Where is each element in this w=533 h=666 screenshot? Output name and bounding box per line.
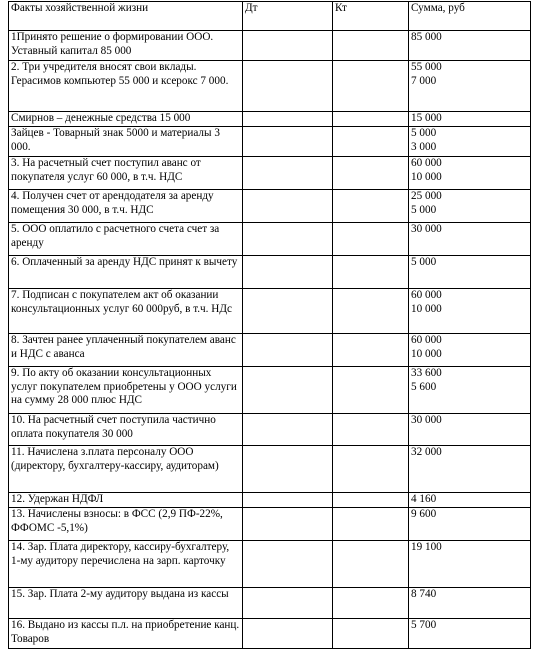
amount-cell: 5 000 bbox=[409, 256, 531, 289]
table-row bbox=[9, 619, 531, 649]
fact-cell: 13. Начислены взносы: в ФСС (2,9 ПФ-22%, ФФОМС -5,1%) bbox=[9, 508, 243, 541]
fact-cell: 14. Зар. Плата директору, кассиру-бухгалтеру, 1-му аудитору перечислена на зарп. карточку bbox=[9, 541, 243, 588]
fact-cell: 8. Зачтен ранее уплаченный покупателем аванс и НДС с аванса bbox=[9, 334, 243, 367]
debit-cell bbox=[243, 588, 333, 619]
ledger-table bbox=[8, 1, 531, 649]
credit-cell bbox=[333, 446, 409, 493]
amount-cell: 4 160 bbox=[409, 493, 531, 508]
amount-cell: 60 000 10 000 bbox=[409, 289, 531, 334]
credit-cell bbox=[333, 414, 409, 446]
table-row bbox=[9, 112, 531, 127]
fact-cell: 11. Начислена з.плата персоналу ООО (директору, бухгалтеру-кассиру, аудиторам) bbox=[9, 446, 243, 493]
amount-cell: 19 100 bbox=[409, 541, 531, 588]
table-row bbox=[9, 61, 531, 112]
debit-cell bbox=[243, 31, 333, 61]
credit-cell bbox=[333, 541, 409, 588]
fact-cell: 15. Зар. Плата 2-му аудитору выдана из кассы bbox=[9, 588, 243, 619]
debit-cell bbox=[243, 367, 333, 414]
amount-cell: 9 600 bbox=[409, 508, 531, 541]
header-debit: Дт bbox=[243, 2, 333, 31]
fact-cell: 5. ООО оплатило с расчетного счета счет за аренду bbox=[9, 223, 243, 256]
fact-cell: 16. Выдано из кассы п.л. на приобретение канц. Товаров bbox=[9, 619, 243, 649]
credit-cell bbox=[333, 588, 409, 619]
debit-cell bbox=[243, 414, 333, 446]
credit-cell bbox=[333, 508, 409, 541]
table-row bbox=[9, 367, 531, 414]
fact-cell: 9. По акту об оказании консультационных услуг покупателем приобретены у ООО услуги на сумму 28 000 плюс НДС bbox=[9, 367, 243, 414]
credit-cell bbox=[333, 31, 409, 61]
debit-cell bbox=[243, 112, 333, 127]
fact-cell: 12. Удержан НДФЛ bbox=[9, 493, 243, 508]
credit-cell bbox=[333, 367, 409, 414]
credit-cell bbox=[333, 223, 409, 256]
table-row bbox=[9, 508, 531, 541]
amount-cell: 30 000 bbox=[409, 223, 531, 256]
debit-cell bbox=[243, 127, 333, 157]
header-facts: Факты хозяйственной жизни bbox=[9, 2, 243, 31]
amount-cell: 5 000 3 000 bbox=[409, 127, 531, 157]
table-row bbox=[9, 588, 531, 619]
amount-cell: 8 740 bbox=[409, 588, 531, 619]
fact-cell: Зайцев - Товарный знак 5000 и материалы 3 000. bbox=[9, 127, 243, 157]
debit-cell bbox=[243, 493, 333, 508]
header-amount: Сумма, руб bbox=[409, 2, 531, 31]
amount-cell: 60 000 10 000 bbox=[409, 334, 531, 367]
amount-cell: 55 000 7 000 bbox=[409, 61, 531, 112]
debit-cell bbox=[243, 157, 333, 190]
table-row bbox=[9, 541, 531, 588]
table-row bbox=[9, 446, 531, 493]
fact-cell: Смирнов – денежные средства 15 000 bbox=[9, 112, 243, 127]
amount-cell: 60 000 10 000 bbox=[409, 157, 531, 190]
credit-cell bbox=[333, 289, 409, 334]
ledger-body bbox=[9, 2, 531, 649]
table-row bbox=[9, 157, 531, 190]
fact-cell: 1Принято решение о формировании ООО. Уставный капитал 85 000 bbox=[9, 31, 243, 61]
fact-cell: 10. На расчетный счет поступила частично оплата покупателя 30 000 bbox=[9, 414, 243, 446]
credit-cell bbox=[333, 493, 409, 508]
amount-cell: 85 000 bbox=[409, 31, 531, 61]
debit-cell bbox=[243, 541, 333, 588]
table-row bbox=[9, 127, 531, 157]
credit-cell bbox=[333, 334, 409, 367]
fact-cell: 2. Три учредителя вносят свои вклады. Герасимов компьютер 55 000 и ксерокс 7 000. bbox=[9, 61, 243, 112]
debit-cell bbox=[243, 190, 333, 223]
debit-cell bbox=[243, 619, 333, 649]
fact-cell: 4. Получен счет от арендодателя за аренду помещения 30 000, в т.ч. НДС bbox=[9, 190, 243, 223]
debit-cell bbox=[243, 223, 333, 256]
header-row bbox=[9, 2, 531, 31]
header-credit: Кт bbox=[333, 2, 409, 31]
table-row bbox=[9, 334, 531, 367]
table-row bbox=[9, 190, 531, 223]
table-row bbox=[9, 256, 531, 289]
debit-cell bbox=[243, 61, 333, 112]
amount-cell: 15 000 bbox=[409, 112, 531, 127]
amount-cell: 25 000 5 000 bbox=[409, 190, 531, 223]
amount-cell: 30 000 bbox=[409, 414, 531, 446]
table-row bbox=[9, 289, 531, 334]
credit-cell bbox=[333, 127, 409, 157]
credit-cell bbox=[333, 619, 409, 649]
fact-cell: 7. Подписан с покупателем акт об оказании консультационных услуг 60 000руб, в т.ч. НДс bbox=[9, 289, 243, 334]
fact-cell: 3. На расчетный счет поступил аванс от покупателя услуг 60 000, в т.ч. НДС bbox=[9, 157, 243, 190]
credit-cell bbox=[333, 190, 409, 223]
table-row bbox=[9, 414, 531, 446]
table-row bbox=[9, 493, 531, 508]
debit-cell bbox=[243, 289, 333, 334]
credit-cell bbox=[333, 61, 409, 112]
debit-cell bbox=[243, 334, 333, 367]
table-row bbox=[9, 223, 531, 256]
amount-cell: 5 700 bbox=[409, 619, 531, 649]
debit-cell bbox=[243, 256, 333, 289]
credit-cell bbox=[333, 256, 409, 289]
fact-cell: 6. Оплаченный за аренду НДС принят к вычету bbox=[9, 256, 243, 289]
amount-cell: 32 000 bbox=[409, 446, 531, 493]
debit-cell bbox=[243, 446, 333, 493]
debit-cell bbox=[243, 508, 333, 541]
table-row bbox=[9, 31, 531, 61]
amount-cell: 33 600 5 600 bbox=[409, 367, 531, 414]
credit-cell bbox=[333, 112, 409, 127]
credit-cell bbox=[333, 157, 409, 190]
